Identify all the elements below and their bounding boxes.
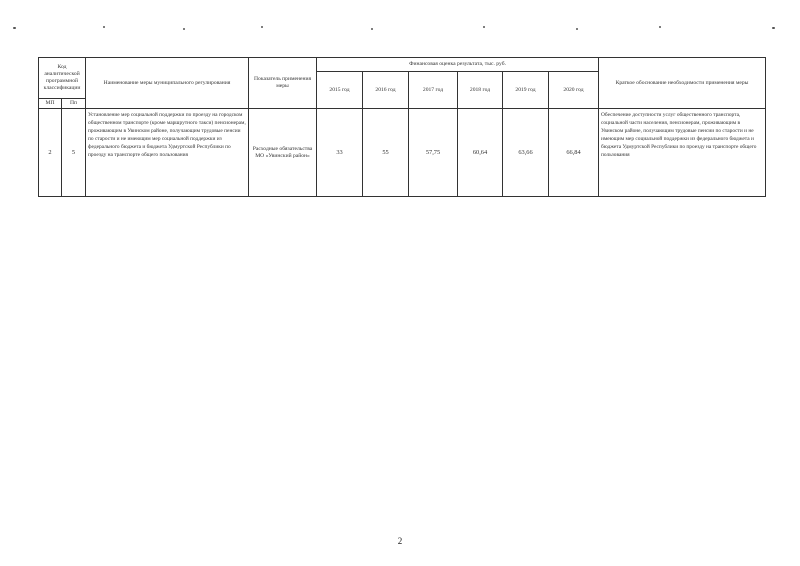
scan-speck bbox=[103, 26, 105, 28]
cell-measure: Установление мер социальной поддержки по проезду на городском общественном транспорте (кроме маршрутного такси) пенсионерам, проживающим в Увинском районе, получающим трудовые пенсии по старости и не имеющим мер социальной поддержки из федерального бюджета и бюджета Удмуртской Республики по проезду на транспорте общего пользования bbox=[86, 109, 249, 197]
cell-value-2019: 63,66 bbox=[503, 109, 549, 197]
cell-value-2018: 60,64 bbox=[458, 109, 503, 197]
scan-speck bbox=[261, 26, 263, 28]
cell-value-2020: 66,84 bbox=[549, 109, 599, 197]
header-rationale: Краткое обоснование необходимости применения меры bbox=[599, 58, 766, 109]
header-mp: МП bbox=[39, 99, 62, 109]
cell-value-2015: 33 bbox=[317, 109, 363, 197]
scan-speck bbox=[13, 27, 16, 29]
header-year-2015: 2015 год bbox=[317, 72, 363, 109]
scan-speck bbox=[371, 28, 373, 30]
scan-speck bbox=[659, 26, 661, 28]
cell-rationale: Обеспечение доступности услуг общественного транспорта, социальной части населения, пенсионерам, проживающим в Увинском районе, получающим трудовые пенсии по старости и не имеющим мер социальной поддержки из федерального бюджета и бюджета Удмуртской Республики по проезду на транспорте общего пользования bbox=[599, 109, 766, 197]
scan-speck bbox=[183, 28, 185, 30]
cell-indicator: Расходные обязательства МО «Увинский район» bbox=[249, 109, 317, 197]
cell-value-2017: 57,75 bbox=[409, 109, 458, 197]
header-code: Код аналитической программной классификации bbox=[39, 58, 86, 99]
header-pp: Пп bbox=[62, 99, 86, 109]
scan-speck bbox=[576, 28, 578, 30]
measures-table bbox=[38, 57, 766, 197]
cell-pp: 5 bbox=[62, 109, 86, 197]
cell-value-2016: 55 bbox=[363, 109, 409, 197]
table-row bbox=[39, 109, 766, 197]
header-year-2018: 2018 год bbox=[458, 72, 503, 109]
scan-speck bbox=[483, 26, 485, 28]
scan-speck bbox=[772, 27, 775, 29]
header-year-2016: 2016 год bbox=[363, 72, 409, 109]
header-year-2020: 2020 год bbox=[549, 72, 599, 109]
header-indicator: Показатель применения меры bbox=[249, 58, 317, 109]
cell-mp: 2 bbox=[39, 109, 62, 197]
page-number: 2 bbox=[397, 536, 403, 546]
header-year-2019: 2019 год bbox=[503, 72, 549, 109]
header-measure: Наименование меры муниципального регулирования bbox=[86, 58, 249, 109]
header-financial: Финансовая оценка результата, тыс. руб. bbox=[317, 58, 599, 72]
header-year-2017: 2017 год bbox=[409, 72, 458, 109]
